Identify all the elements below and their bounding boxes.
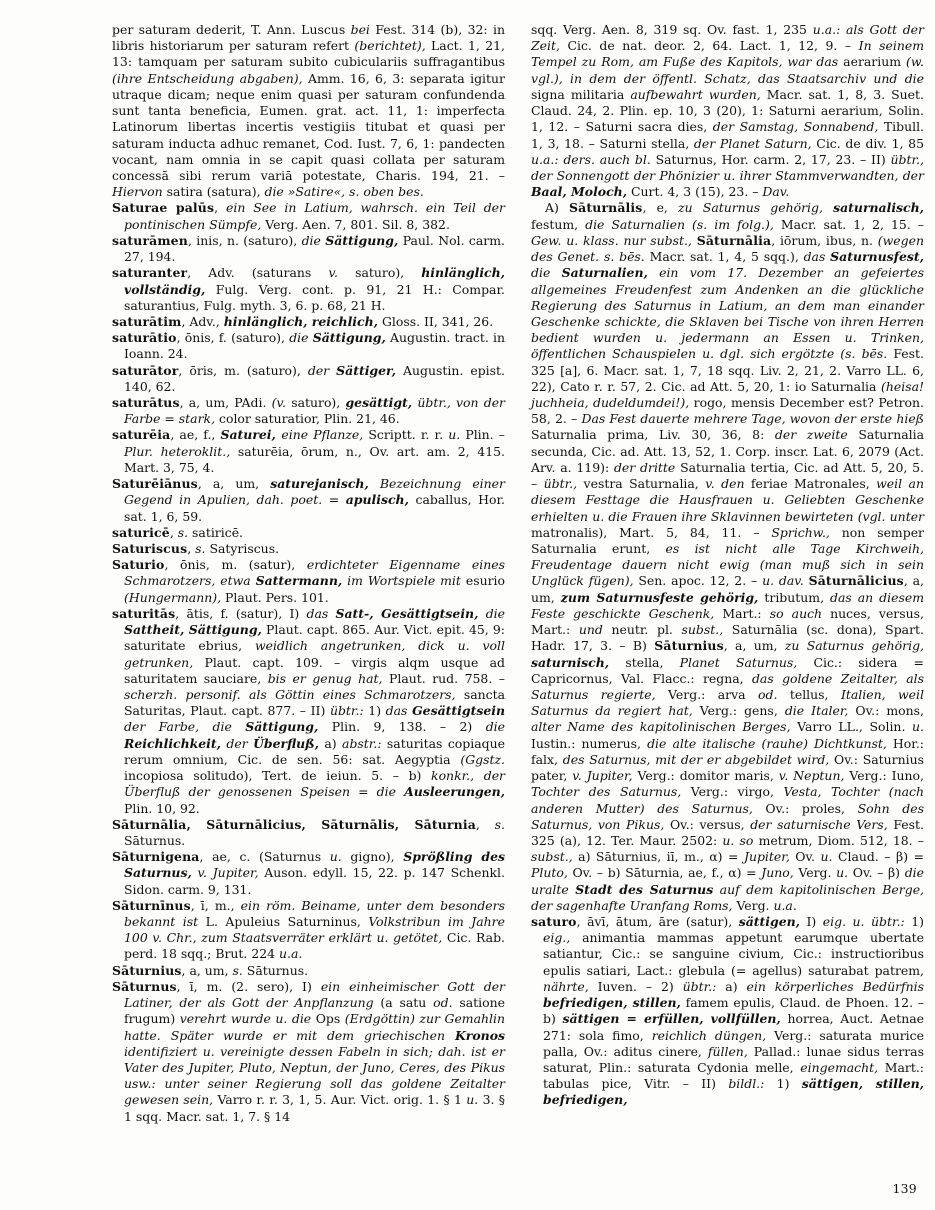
dictionary-entry: Saturio, ōnis, m. (satur), erdichteter Eigenname eines Schmarotzers, etwa Sattermann, im Wortspiele mit esurio (Hungermann), Plaut. Pers. 101. — [112, 557, 505, 605]
dictionary-entry: saturātus, a, um, PAdi. (v. saturo), gesättigt, übtr., von der Farbe = stark, color saturatior, Plin. 21, 46. — [112, 395, 506, 427]
dictionary-entry: saturātor, ōris, m. (saturo), der Sättiger, Augustin. epist. 140, 62. — [112, 362, 505, 394]
dictionary-entry: Sāturnigena, ae, c. (Saturnus u. gigno), Sprößling des Saturnus, v. Jupiter, Auson. edyll. 15, 22. p. 147 Schenkl. Sidon. carm. 9, 131. — [112, 849, 506, 897]
dictionary-entry: sqq. Verg. Aen. 8, 319 sq. Ov. fast. 1, 235 u.a.: als Gott der Zeit, Cic. de nat. deor. 2, 64. Lact. 1, 12, 9. – In seinem Tempel zu Rom, am Fuße des Kapitols, war das aerarium (w. vgl.), in dem der öffentl. Schatz, das Staatsarchiv und die signa militaria aufbewahrt wurden, Macr. sat. 1, 8, 3. Suet. Claud. 24, 2. Plin. ep. 10, 3 (20), 1: Saturni aerarium, Solin. 1, 12. – Saturni sacra dies, der Samstag, Sonnabend, Tibull. 1, 3, 18. – Saturni stella, der Planet Saturn, Cic. de div. 1, 85 u.a.: ders. auch bl. Saturnus, Hor. carm. 2, 17, 23. – II) übtr., der Sonnengott der Phönizier u. ihrer Stammverwandten, der Baal, Moloch, Curt. 4, 3 (15), 23. – Dav. — [531, 22, 924, 200]
dictionary-entry: Saturēiānus, a, um, saturejanisch, Bezeichnung einer Gegend in Apulien, dah. poet. = apulisch, caballus, Hor. sat. 1, 6, 59. — [112, 476, 505, 524]
dictionary-entry: Saturiscus, s. Satyriscus. — [112, 541, 280, 556]
dictionary-entry: saturātim, Adv., hinlänglich, reichlich, Gloss. II, 341, 26. — [112, 313, 494, 329]
dictionary-entry: Sāturnus, ī, m. (2. sero), I) ein einheimischer Gott der Latiner, der als Gott der Anpflanzung (a satu od. satione frugum) verehrt wurde u. die Ops (Erdgöttin) zur Gemahlin hatte. Später wurde er mit dem griechischen Kronos identifiziert u. vereinigte dessen Fabeln in sich; dah. ist er Vater des Jupiter, Pluto, Neptun, der Juno, Ceres, des Pikus usw.: unter seiner Regierung soll das goldene Zeitalter gewesen sein, Varro r. r. 3, 1, 5. Aur. Vict. orig. 1. § 1 u. 3. § 1 sqq. Macr. sat. 1, 7. § 14 — [112, 978, 505, 1124]
page-columns — [112, 22, 924, 1125]
dictionary-entry: A) Sāturnālis, e, zu Saturnus gehörig, saturnalisch, festum, die Saturnalien (s. im folg.), Macr. sat. 1, 2, 15. – Gew. u. klass. nur subst., Sāturnālia, iōrum, ibus, n. (wegen des Genet. s. bēs. Macr. sat. 1, 4, 5 sqq.), das Saturnusfest, die Saturnalien, ein vom 17. Dezember an gefeiertes allgemeines Freudenfest zum Andenken an die glückliche Regierung des Saturnus in Latium, an dem man einander Geschenke schickte, die Sklaven bei Tische von ihren Herren bedient wurden u. jedermann an Essen u. Trinken, öffentlichen Schauspielen u. dgl. sich ergötzte (s. bēs. Fest. 325 [a], 6. Macr. sat. 1, 7, 18 sqq. Liv. 2, 21, 2. Varro LL. 6, 22), Cato r. r. 57, 2. Cic. ad Att. 5, 20, 1: io Saturnalia (heisa! juchheia, dudeldumdei!), rogo, mensis December est? Petron. 58, 2. – Das Fest dauerte mehrere Tage, wovon der erste hieß Saturnalia prima, Liv. 30, 36, 8: der zweite Saturnalia secunda, Cic. ad. Att. 13, 52, 1. Corp. inscr. Lat. 6, 2079 (Act. Arv. a. 119): der dritte Saturnalia tertia, Cic. ad Att. 5, 20, 5. – übtr., vestra Saturnalia, v. den feriae Matronales, weil an diesem Festtage die Hausfrauen u. Geliebten Geschenke erhielten u. die Frauen ihre Sklavinnen bewirteten (vgl. unter matronalis), Mart. 5, 84, 11. – Sprichw., non semper Saturnalia erunt, es ist nicht alle Tage Kirchweih, Freudentage dauern nicht ewig (man muß sich in sein Unglück fügen), Sen. apoc. 12, 2. – u. dav. Sāturnālicius, a, um, zum Saturnusfeste gehörig, tributum, das an diesem Feste geschickte Geschenk, Mart.: so auch nuces, versus, Mart.: und neutr. pl. subst., Saturnālia (sc. dona), Spart. Hadr. 17, 3. – B) Sāturnius, a, um, zu Saturnus gehörig, saturnisch, stella, Planet Saturnus, Cic.: sidera = Capricornus, Val. Flacc.: regna, das goldene Zeitalter, als Saturnus regierte, Verg.: arva od. tellus, Italien, weil Saturnus da regiert hat, Verg.: gens, die Italer, Ov.: mons, alter Name des kapitolinischen Berges, Varro LL., Solin. u. Iustin.: numerus, die alte italische (rauhe) Dichtkunst, Hor.: falx, des Saturnus, mit der er abgebildet wird, Ov.: Saturnius pater, v. Jupiter, Verg.: domitor maris, v. Neptun, Verg.: Iuno, Tochter des Saturnus, Verg.: virgo, Vesta, Tochter (nach anderen Mutter) des Saturnus, Ov.: proles, Sohn des Saturnus, von Pikus, Ov.: versus, der saturnische Vers, Fest. 325 (a), 12. Ter. Maur. 2502: u. so metrum, Diom. 512, 18. – subst., a) Sāturnius, iī, m., α) = Jupiter, Ov. u. Claud. – β) = Pluto, Ov. – b) Sāturnia, ae, f., α) = Juno, Verg. u. Ov. – β) die uralte Stadt des Saturnus auf dem kapitolinischen Berge, der sagenhafte Uranfang Roms, Verg. u.a. — [531, 200, 925, 913]
dictionary-entry: Sāturnius, a, um, s. Sāturnus. — [112, 962, 309, 978]
dictionary-entry: saturāmen, inis, n. (saturo), die Sättigung, Paul. Nol. carm. 27, 194. — [112, 232, 505, 265]
dictionary-entry: saturanter, Adv. (saturans v. saturo), hinlänglich, vollständig, Fulg. Verg. cont. p. 91, 21 H.: Compar. saturantius, Fulg. myth. 3, 6. p. 68, 21 H. — [112, 265, 505, 313]
dictionary-entry: Sāturnālia, Sāturnālicius, Sāturnālis, Sāturnia, s. Sāturnus. — [112, 816, 505, 848]
dictionary-entry: Sāturnīnus, ī, m., ein röm. Beiname, unter dem besonders bekannt ist L. Apuleius Saturninus, Volkstribun im Jahre 100 v. Chr., zum Staatsverräter erklärt u. getötet, Cic. Rab. perd. 18 sqq.; Brut. 224 u.a. — [112, 897, 506, 962]
dictionary-entry: Saturae palūs, ein See in Latium, wahrsch. ein Teil der pontinischen Sümpfe, Verg. Aen. 7, 801. Sil. 8, 382. — [112, 200, 505, 232]
dictionary-entry: saturēia, ae, f., Saturei, eine Pflanze, Scriptt. r. r. u. Plin. – Plur. heteroklit., saturēia, ōrum, n., Ov. art. am. 2, 415. Mart. 3, 75, 4. — [112, 427, 506, 475]
left-text-column — [112, 22, 505, 1125]
dictionary-entry: saturātio, ōnis, f. (saturo), die Sättigung, Augustin. tract. in Ioann. 24. — [112, 330, 505, 362]
dictionary-entry: saturicē, s. satiricē. — [112, 524, 244, 540]
dictionary-entry: saturitās, ātis, f. (satur), I) das Satt-, Gesättigtsein, die Sattheit, Sättigung, Plaut. capt. 865. Aur. Vict. epit. 45, 9: saturitate ebrius, weidlich angetrunken, dick u. voll getrunken, Plaut. capt. 109. – virgis alqm usque ad saturitatem sauciare, bis er genug hat, Plaut. rud. 758. – scherzh. personif. als Göttin eines Schmarotzers, sancta Saturitas, Plaut. capt. 877. – II) übtr.: 1) das Gesättigtsein der Farbe, die Sättigung, Plin. 9, 138. – 2) die Reichlichkeit, der Überfluß, a) abstr.: saturitas copiaque rerum omnium, Cic. de sen. 56: sat. Aegyptia (Ggstz. incopiosa solitudo), Tert. de ieiun. 5. – b) konkr., der Überfluß der genossenen Speisen = die Ausleerungen, Plin. 10, 92. — [112, 605, 506, 816]
page-number: 139 — [892, 1181, 917, 1196]
dictionary-entry: per saturam dederit, T. Ann. Luscus bei Fest. 314 (b), 32: in libris historiarum per saturam refert (berichtet), Lact. 1, 21, 13: tamquam per saturam subito cubiculariis suffragantibus (ihre Entscheidung abgaben), Amm. 16, 6, 3: separata igitur utraque dicam; neque enim quasi per saturam confundenda sunt tanta beneficia, Eumen. grat. act. 11, 1: imperfecta Latinorum libertas incertis vestigiis titubat et quasi per saturam inducta adhuc remanet, Cod. Iust. 7, 6, 1: pandecten vocant, nam omnia in se capit quasi collata per saturam concessā sibi rerum variā potestate, Charis. 194, 21. – Hiervon satira (satura), die »Satire«, s. oben bes. — [112, 22, 505, 200]
dictionary-entry: saturo, āvī, ātum, āre (satur), sättigen, I) eig. u. übtr.: 1) eig., animantia mammas appetunt earumque ubertate satiantur, Cic.: se sanguine civium, Cic.: instructioribus epulis satiari, Lact.: glebula (= agellus) saturabat patrem, nährte, Iuven. – 2) übtr.: a) ein körperliches Bedürfnis befriedigen, stillen, famem epulis, Claud. de Phoen. 12. – b) sättigen = erfüllen, vollfüllen, horrea, Auct. Aetnae 271: sola fimo, reichlich düngen, Verg.: saturata murice palla, Ov.: aditus cinere, füllen, Pallad.: lunae sidus terras saturat, Plin.: saturata Cydonia melle, eingemacht, Mart.: tabulas pice, Vitr. – II) bildl.: 1) sättigen, stillen, befriedigen, — [531, 914, 925, 1108]
right-text-column — [531, 22, 924, 1109]
